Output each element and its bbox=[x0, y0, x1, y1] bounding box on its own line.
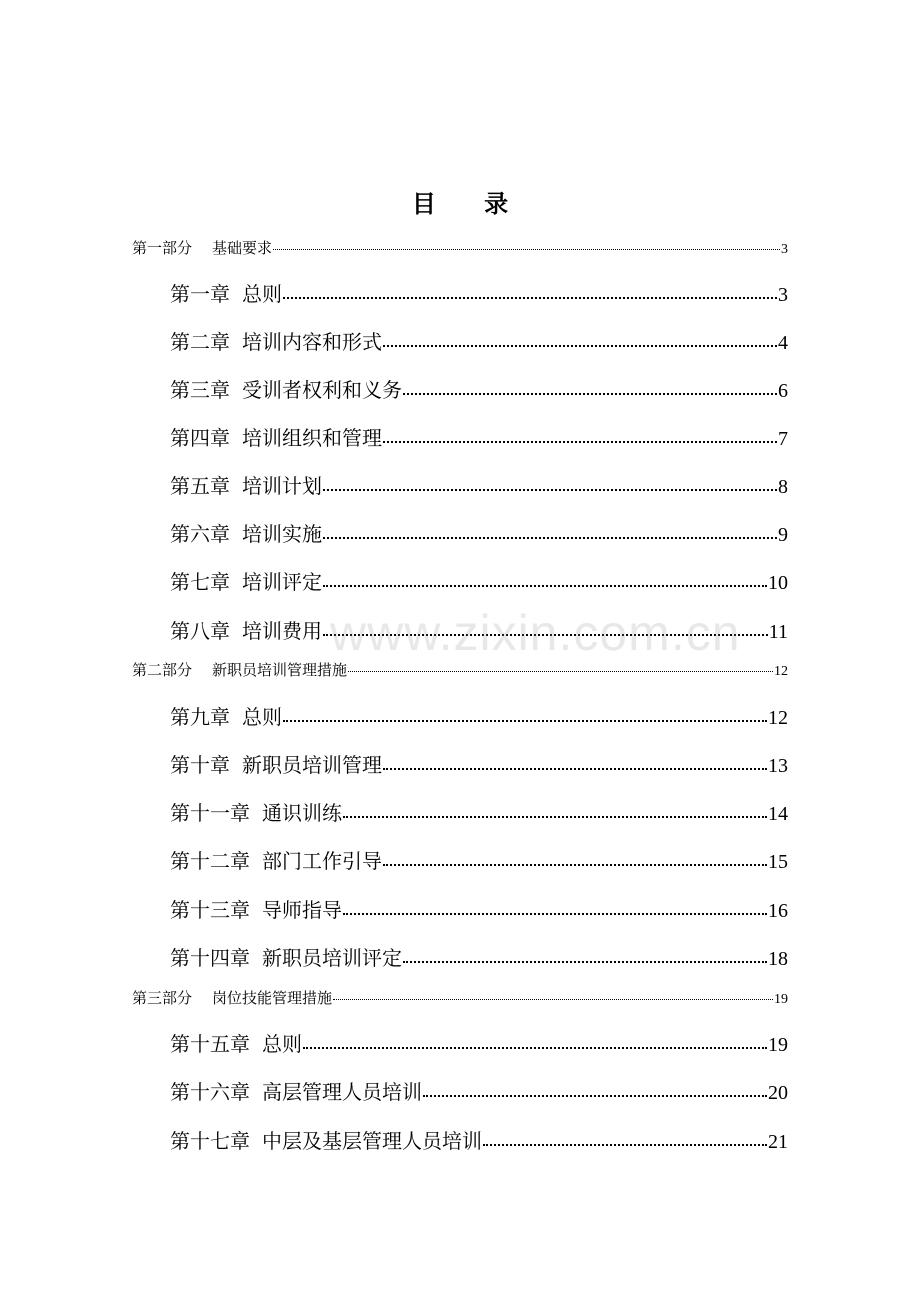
toc-entry-label bbox=[132, 660, 347, 680]
toc-entry-title: 总则 bbox=[242, 282, 282, 306]
toc-dot-leader bbox=[483, 1128, 767, 1148]
toc-chapter-entry[interactable] bbox=[170, 1127, 788, 1156]
toc-entry-number: 第九章 bbox=[170, 705, 230, 729]
toc-page-number: 12 bbox=[768, 707, 788, 729]
toc-page-number: 3 bbox=[778, 284, 788, 306]
toc-page-number: 10 bbox=[768, 572, 788, 594]
toc-entry-title: 岗位技能管理措施 bbox=[212, 989, 333, 1007]
toc-entry-label bbox=[170, 799, 342, 827]
toc-entry-number: 第十章 bbox=[170, 753, 230, 777]
toc-entry-title: 新职员培训管理 bbox=[242, 753, 382, 777]
toc-page-number: 4 bbox=[778, 332, 788, 354]
toc-entry-number: 第四章 bbox=[170, 426, 230, 450]
toc-entry-number: 第一部分 bbox=[132, 239, 193, 257]
toc-entry-label bbox=[170, 328, 382, 356]
toc-chapter-entry[interactable] bbox=[170, 896, 788, 925]
toc-dot-leader bbox=[303, 1031, 767, 1051]
toc-chapter-entry[interactable] bbox=[170, 568, 788, 597]
toc-entry-label bbox=[170, 568, 322, 596]
toc-entry-label bbox=[170, 617, 322, 645]
toc-entry-number: 第五章 bbox=[170, 474, 230, 498]
toc-chapter-entry[interactable] bbox=[170, 280, 788, 309]
toc-page-number: 7 bbox=[778, 428, 788, 450]
toc-part-entry[interactable] bbox=[132, 238, 788, 260]
toc-entry-number: 第十一章 bbox=[170, 801, 250, 825]
toc-dot-leader bbox=[343, 897, 767, 917]
toc-dot-leader bbox=[348, 660, 773, 675]
toc-dot-leader bbox=[383, 752, 767, 772]
toc-dot-leader bbox=[403, 377, 777, 397]
toc-entry-title: 高层管理人员培训 bbox=[262, 1080, 422, 1104]
toc-dot-leader bbox=[323, 569, 767, 589]
toc-entry-title: 培训评定 bbox=[242, 570, 322, 594]
toc-dot-leader bbox=[343, 800, 767, 820]
toc-chapter-entry[interactable] bbox=[170, 847, 788, 876]
toc-page-number: 19 bbox=[768, 1034, 788, 1056]
toc-page-number: 18 bbox=[768, 948, 788, 970]
toc-entry-title: 培训费用 bbox=[242, 619, 322, 643]
toc-chapter-entry[interactable] bbox=[170, 472, 788, 501]
toc-page-number: 19 bbox=[774, 992, 788, 1007]
toc-entry-title: 培训实施 bbox=[242, 522, 322, 546]
toc-entry-label bbox=[132, 238, 272, 258]
toc-entry-title: 总则 bbox=[262, 1032, 302, 1056]
toc-page-number: 21 bbox=[768, 1131, 788, 1153]
toc-entry-number: 第十二章 bbox=[170, 849, 250, 873]
toc-page-number: 6 bbox=[778, 380, 788, 402]
toc-entry-title: 培训内容和形式 bbox=[242, 330, 382, 354]
toc-page-number: 15 bbox=[768, 851, 788, 873]
toc-entry-number: 第十四章 bbox=[170, 946, 250, 970]
toc-chapter-entry[interactable] bbox=[170, 703, 788, 732]
toc-dot-leader bbox=[423, 1079, 767, 1099]
toc-entry-title: 培训计划 bbox=[242, 474, 322, 498]
toc-dot-leader bbox=[323, 618, 768, 638]
toc-chapter-entry[interactable] bbox=[170, 944, 788, 973]
toc-entry-number: 第七章 bbox=[170, 570, 230, 594]
toc-entry-label bbox=[170, 1127, 482, 1155]
toc-dot-leader bbox=[383, 425, 777, 445]
toc-page-number: 3 bbox=[781, 242, 788, 257]
toc-entry-title: 通识训练 bbox=[262, 801, 342, 825]
toc-chapter-entry[interactable] bbox=[170, 1078, 788, 1107]
toc-entry-label bbox=[132, 988, 332, 1008]
toc-entry-number: 第十三章 bbox=[170, 898, 250, 922]
toc-entry-label bbox=[170, 376, 402, 404]
toc-dot-leader bbox=[273, 238, 780, 253]
toc-entry-title: 基础要求 bbox=[212, 239, 273, 257]
toc-entry-number: 第十六章 bbox=[170, 1080, 250, 1104]
toc-page-number: 14 bbox=[768, 803, 788, 825]
toc-entry-number: 第八章 bbox=[170, 619, 230, 643]
toc-entry-number: 第十七章 bbox=[170, 1129, 250, 1153]
toc-dot-leader bbox=[383, 329, 777, 349]
toc-entry-number: 第三部分 bbox=[132, 989, 193, 1007]
toc-entry-label bbox=[170, 847, 382, 875]
toc-entry-label bbox=[170, 703, 282, 731]
toc-part-entry[interactable] bbox=[132, 660, 788, 682]
toc-page-number: 8 bbox=[778, 476, 788, 498]
toc-chapter-entry[interactable] bbox=[170, 1030, 788, 1059]
toc-dot-leader bbox=[323, 521, 777, 541]
toc-entry-label bbox=[170, 280, 282, 308]
toc-entry-number: 第二章 bbox=[170, 330, 230, 354]
toc-entry-title: 培训组织和管理 bbox=[242, 426, 382, 450]
toc-dot-leader bbox=[403, 945, 767, 965]
toc-entry-label bbox=[170, 896, 342, 924]
watermark: www.zixin.com.cn bbox=[330, 605, 741, 661]
toc-entry-number: 第一章 bbox=[170, 282, 230, 306]
toc-dot-leader bbox=[383, 848, 767, 868]
toc-entry-label bbox=[170, 751, 382, 779]
toc-page-number: 12 bbox=[774, 664, 788, 679]
toc-page-number: 11 bbox=[768, 621, 788, 643]
toc-chapter-entry[interactable] bbox=[170, 376, 788, 405]
toc-entry-label bbox=[170, 520, 322, 548]
toc-chapter-entry[interactable] bbox=[170, 424, 788, 453]
toc-entry-title: 导师指导 bbox=[262, 898, 342, 922]
toc-page-number: 20 bbox=[768, 1082, 788, 1104]
toc-chapter-entry[interactable] bbox=[170, 617, 788, 646]
toc-entry-label bbox=[170, 1030, 302, 1058]
toc-page-number: 9 bbox=[778, 524, 788, 546]
toc-dot-leader bbox=[323, 473, 777, 493]
toc-entry-title: 部门工作引导 bbox=[262, 849, 382, 873]
toc-entry-label bbox=[170, 472, 322, 500]
toc-chapter-entry[interactable] bbox=[170, 328, 788, 357]
toc-entry-title: 受训者权利和义务 bbox=[242, 378, 402, 402]
toc-page-number: 16 bbox=[768, 900, 788, 922]
toc-entry-label bbox=[170, 424, 382, 452]
toc-title: 目 录 bbox=[411, 190, 529, 218]
toc-part-entry[interactable] bbox=[132, 988, 788, 1010]
toc-entry-number: 第六章 bbox=[170, 522, 230, 546]
toc-entry-label bbox=[170, 944, 402, 972]
toc-dot-leader bbox=[333, 988, 773, 1003]
toc-chapter-entry[interactable] bbox=[170, 799, 788, 828]
toc-entry-title: 新职员培训评定 bbox=[262, 946, 402, 970]
toc-dot-leader bbox=[283, 281, 777, 301]
toc-entry-number: 第二部分 bbox=[132, 661, 193, 679]
toc-entry-title: 中层及基层管理人员培训 bbox=[262, 1129, 482, 1153]
toc-chapter-entry[interactable] bbox=[170, 751, 788, 780]
toc-entry-number: 第三章 bbox=[170, 378, 230, 402]
toc-entry-number: 第十五章 bbox=[170, 1032, 250, 1056]
toc-entry-title: 总则 bbox=[242, 705, 282, 729]
toc-page-number: 13 bbox=[768, 755, 788, 777]
toc-entry-label bbox=[170, 1078, 422, 1106]
toc-entry-title: 新职员培训管理措施 bbox=[212, 661, 348, 679]
toc-chapter-entry[interactable] bbox=[170, 520, 788, 549]
toc-dot-leader bbox=[283, 704, 767, 724]
